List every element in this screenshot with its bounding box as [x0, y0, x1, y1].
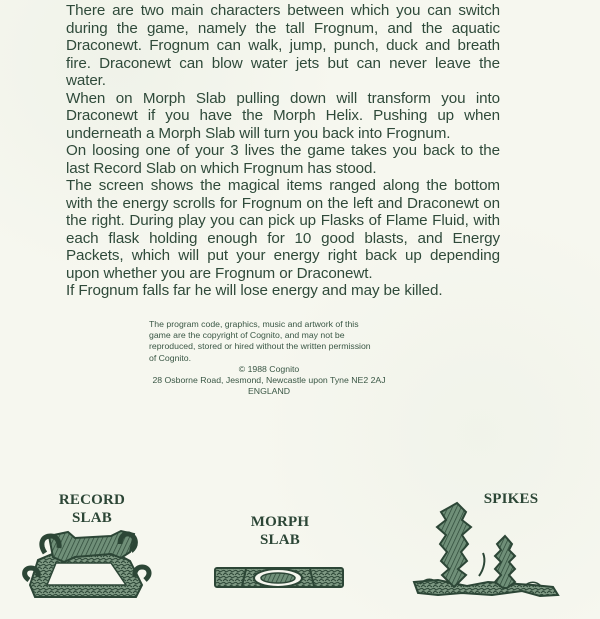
copyright-line: The program code, graphics, music and artwork of this [149, 319, 359, 329]
copyright-line: game are the copyright of Cognito, and may not be [149, 330, 345, 341]
spikes-icon [414, 503, 558, 596]
copyright-address: 28 Osborne Road, Jesmond, Newcastle upon Tyne NE2 2AJ [152, 375, 386, 386]
copyright-country: ENGLAND [248, 386, 290, 397]
paragraph-characters: There are two main characters between which you can switch during the game, namely the tall Frognum, and the aquatic Draconewt. Frognum can walk, jump, punch, duck and breath fire. Draconewt can blow water jets but can never leave the water. [66, 2, 500, 89]
copyright-line: of Cognito. [149, 352, 192, 363]
morph-slab-icon [215, 568, 343, 587]
morph-label-line-2: SLAB [260, 532, 300, 548]
paragraph-morph-slab: When on Morph Slab pulling down will transform you into Draconewt if you have the Morph Helix. Pushing up when underneath a Morph Slab will turn you back into Frognum. [66, 89, 500, 142]
morph-label-line-1: MORPH [250, 514, 310, 530]
record-slab-icon [25, 531, 149, 597]
copyright-year: © 1988 Cognito [238, 363, 300, 374]
paragraph-lives: On loosing one of your 3 lives the game takes you back to the last Record Slab on which Frognum has stood. [66, 142, 500, 177]
record-label-line-2: SLAB [72, 510, 112, 526]
paragraph-falling: If Frognum falls far he will lose energy and may be killed. [66, 282, 443, 299]
paragraph-screen-items: The screen shows the magical items ranged along the bottom with the energy scrolls for Frognum on the left and Draconewt on the right. During play you can pick up Flasks of Flame Fluid, with each flask holding enough for 10 good blasts, and Energy Packets, which will put your energy right back up depending upon whether you are Frognum or Draconewt. [66, 177, 500, 282]
spikes-label-text: SPIKES [483, 491, 539, 507]
record-label-line-1: RECORD [58, 492, 126, 508]
copyright-line: reproduced, stored or hired without the written permission [149, 341, 371, 352]
